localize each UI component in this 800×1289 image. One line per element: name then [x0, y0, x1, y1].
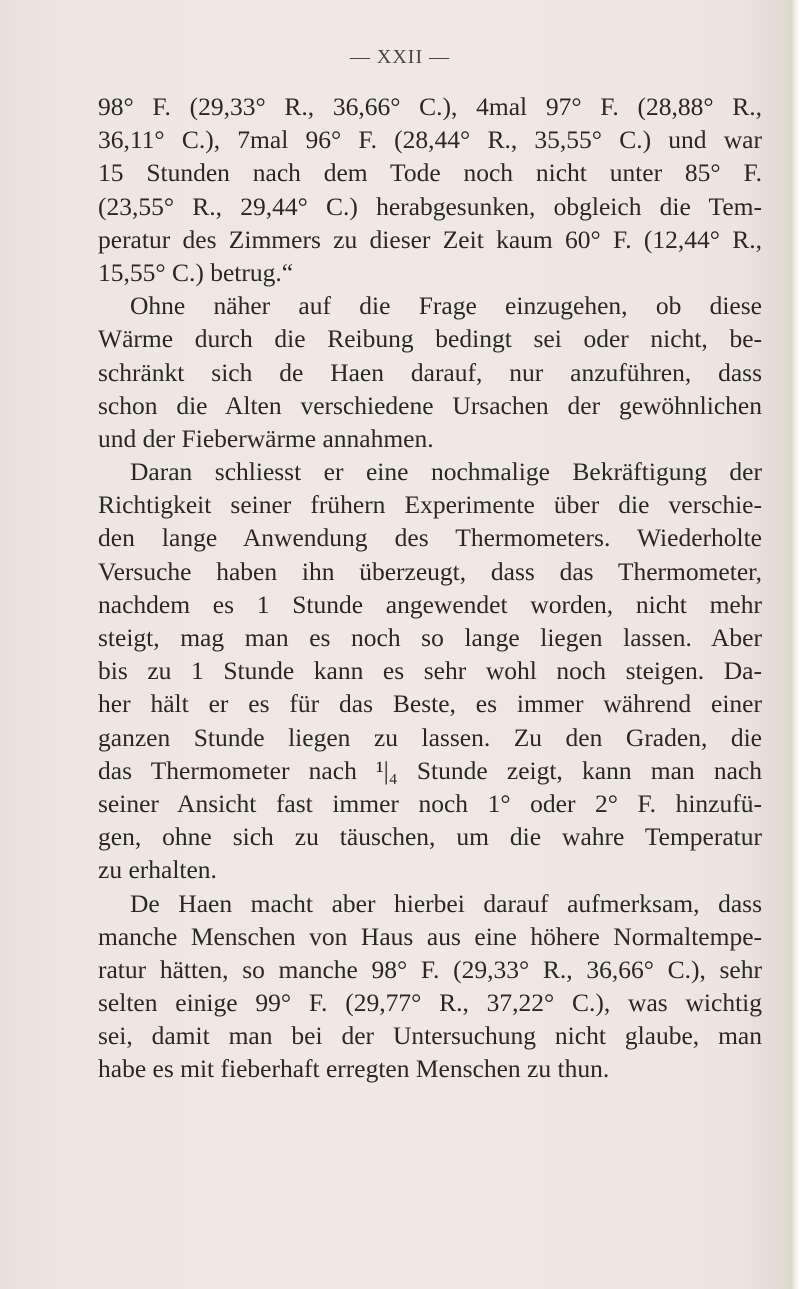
text-line: Daran schliesst er eine nochmalige Bekräftigung der	[130, 457, 762, 487]
text-line: 98° F. (29,33° R., 36,66° C.), 4mal 97° F. (28,88° R.,	[98, 92, 762, 121]
text-line: De Haen macht aber hierbei darauf aufmerksam, dass	[130, 888, 762, 918]
text-line: her hält er es für das Beste, es immer während einer	[98, 689, 762, 719]
text-line: sei, damit man bei der Untersuchung nicht glaube, man	[98, 1021, 762, 1051]
paragraph-3	[98, 455, 762, 886]
paragraph-4	[98, 887, 762, 1086]
text-line: steigt, mag man es noch so lange liegen lassen. Aber	[98, 623, 762, 652]
text-line: selten einige 99° F. (29,77° R., 37,22° C.), was wichtig	[98, 988, 762, 1018]
text-line: das Thermometer nach ¹|₄ Stunde zeigt, kann man nach	[98, 755, 762, 785]
text-line: 36,11° C.), 7mal 96° F. (28,44° R., 35,55° C.) und war	[98, 125, 762, 155]
body-text	[98, 90, 762, 1086]
text-line: Ohne näher auf die Frage einzugehen, ob diese	[130, 291, 762, 321]
text-line: 15,55° C.) betrug.“	[98, 257, 294, 287]
text-line: den lange Anwendung des Thermometers. Wiederholte	[98, 523, 762, 553]
text-line: schränkt sich de Haen darauf, nur anzuführen, dass	[98, 357, 762, 387]
text-line: nachdem es 1 Stunde angewendet worden, nicht mehr	[98, 589, 762, 619]
text-line: ganzen Stunde liegen zu lassen. Zu den Graden, die	[98, 722, 762, 752]
text-line: ratur hätten, so manche 98° F. (29,33° R., 36,66° C.), sehr	[98, 954, 762, 984]
text-line: seiner Ansicht fast immer noch 1° oder 2° F. hinzufü-	[98, 788, 762, 818]
text-line: manche Menschen von Haus aus eine höhere Normaltempe-	[98, 921, 762, 951]
text-line: zu erhalten.	[98, 855, 217, 885]
text-line: 15 Stunden nach dem Tode noch nicht unter 85° F.	[98, 158, 762, 188]
text-line: habe es mit fieberhaft erregten Menschen zu thun.	[98, 1054, 610, 1084]
text-line: Wärme durch die Reibung bedingt sei oder nicht, be-	[98, 324, 762, 354]
paragraph-2	[98, 289, 762, 455]
text-line: (23,55° R., 29,44° C.) herabgesunken, obgleich die Tem-	[98, 191, 762, 221]
text-line: und der Fieberwärme annahmen.	[98, 423, 434, 453]
text-line: gen, ohne sich zu täuschen, um die wahre Temperatur	[98, 822, 762, 852]
text-line: Richtigkeit seiner frühern Experimente über die verschie-	[98, 490, 762, 520]
text-line: bis zu 1 Stunde kann es sehr wohl noch steigen. Da-	[98, 656, 762, 686]
paragraph-1	[98, 90, 762, 289]
text-line: schon die Alten verschiedene Ursachen der gewöhnlichen	[98, 390, 762, 420]
page-number: — XXII —	[349, 46, 451, 68]
text-line: Versuche haben ihn überzeugt, dass das Thermometer,	[98, 556, 762, 586]
text-line: peratur des Zimmers zu dieser Zeit kaum 60° F. (12,44° R.,	[98, 224, 762, 254]
page-edge	[790, 0, 800, 1289]
